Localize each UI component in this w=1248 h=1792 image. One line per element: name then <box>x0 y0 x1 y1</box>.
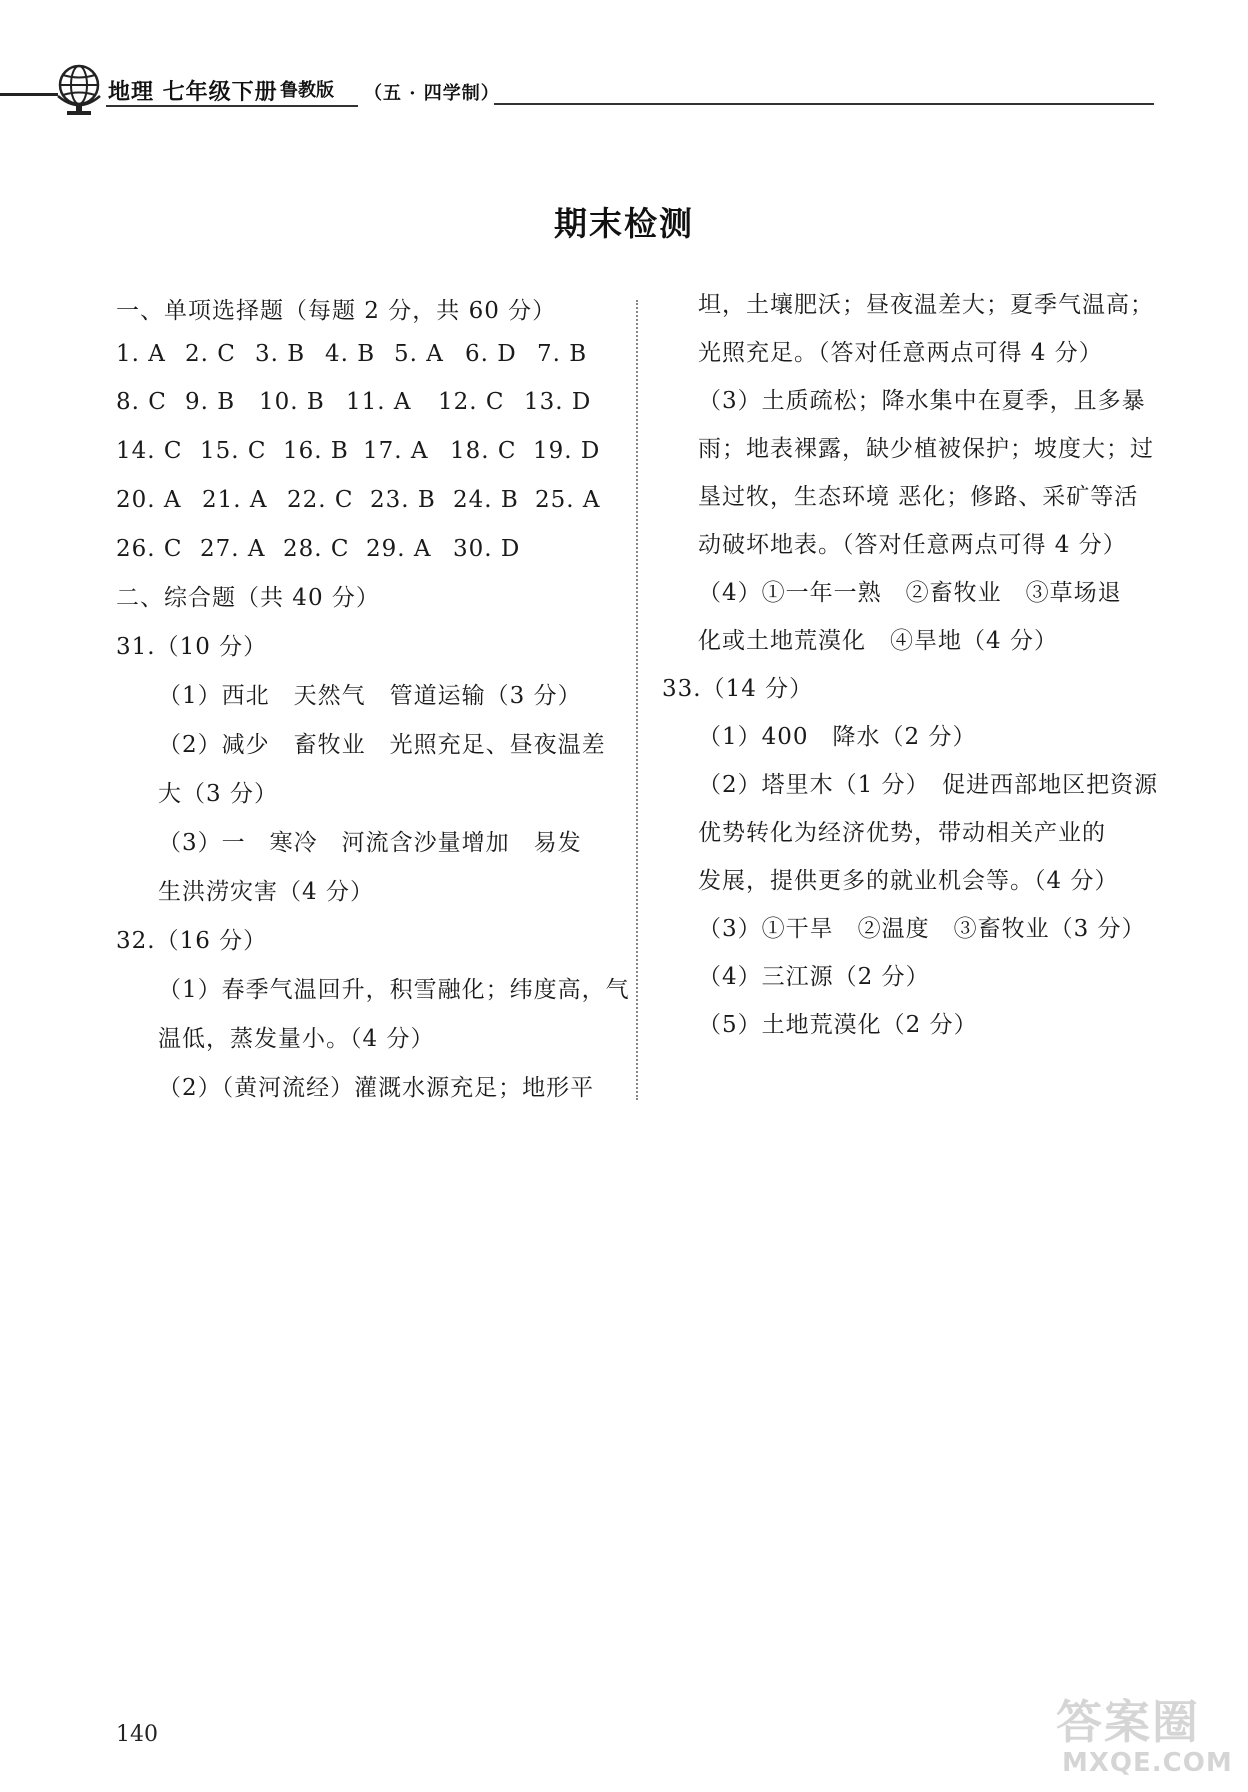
header-subject: 地理 七年级下册 <box>108 80 278 105</box>
page-header <box>0 58 1248 122</box>
section2-heading: 二、综合题（共 40 分） <box>116 585 380 611</box>
q32-part4-line2: 化或土地荒漠化 ④旱地（4 分） <box>698 628 1058 654</box>
answer-10: 10. B <box>259 389 325 415</box>
answer-16: 16. B <box>283 438 349 464</box>
answer-1: 1. A <box>116 341 166 367</box>
q33-part3: （3）①干旱 ②温度 ③畜牧业（3 分） <box>698 916 1146 942</box>
answer-3: 3. B <box>255 341 306 367</box>
q33-part5: （5）土地荒漠化（2 分） <box>698 1012 978 1038</box>
q32-part3-line3: 垦过牧，生态环境 恶化；修路、采矿等活 <box>698 484 1139 510</box>
answer-28: 28. C <box>283 536 350 562</box>
q32-part1-line2: 温低，蒸发量小。（4 分） <box>158 1026 435 1052</box>
q32-label: 32.（16 分） <box>116 928 268 954</box>
answer-13: 13. D <box>524 389 592 415</box>
header-left-rule <box>0 93 58 96</box>
q32-part2-line2: 坦，土壤肥沃；昼夜温差大；夏季气温高； <box>698 292 1154 318</box>
answer-25: 25. A <box>535 487 601 513</box>
answer-15: 15. C <box>200 438 267 464</box>
answer-30: 30. D <box>453 536 521 562</box>
q33-part2-line2: 优势转化为经济优势，带动相关产业的 <box>698 820 1106 846</box>
answer-7: 7. B <box>537 341 588 367</box>
answer-27: 27. A <box>200 536 266 562</box>
q32-part2-line3: 光照充足。（答对任意两点可得 4 分） <box>698 340 1103 366</box>
answer-29: 29. A <box>366 536 432 562</box>
q33-part2-line1: （2）塔里木（1 分） 促进西部地区把资源 <box>698 772 1159 798</box>
q33-part4: （4）三江源（2 分） <box>698 964 930 990</box>
q31-part2-line1: （2）减少 畜牧业 光照充足、昼夜温差 <box>158 732 606 758</box>
q31-part1: （1）西北 天然气 管道运输（3 分） <box>158 683 582 709</box>
header-system: （五 · 四学制） <box>364 83 500 104</box>
answer-4: 4. B <box>325 341 376 367</box>
watermark-bottom-text: MXQE.COM <box>1062 1748 1233 1778</box>
section1-heading: 一、单项选择题（每题 2 分，共 60 分） <box>116 298 557 324</box>
q32-part3-line2: 雨；地表裸露，缺少植被保护；坡度大；过 <box>698 436 1154 462</box>
header-right-rule <box>494 103 1154 105</box>
answer-11: 11. A <box>346 389 412 415</box>
q33-label: 33.（14 分） <box>662 676 814 702</box>
answer-5: 5. A <box>394 341 444 367</box>
q31-label: 31.（10 分） <box>116 634 268 660</box>
answer-8: 8. C <box>116 389 167 415</box>
answer-19: 19. D <box>533 438 601 464</box>
q32-part3-line1: （3）土质疏松；降水集中在夏季，且多暴 <box>698 388 1146 414</box>
page-number: 140 <box>116 1722 158 1747</box>
answer-21: 21. A <box>202 487 268 513</box>
answer-23: 23. B <box>370 487 436 513</box>
q32-part4-line1: （4）①一年一熟 ②畜牧业 ③草场退 <box>698 580 1122 606</box>
answer-12: 12. C <box>438 389 505 415</box>
q33-part2-line3: 发展，提供更多的就业机会等。（4 分） <box>698 868 1119 894</box>
q31-part3-line1: （3）一 寒冷 河流含沙量增加 易发 <box>158 830 582 856</box>
column-divider <box>636 300 638 1100</box>
globe-icon <box>52 60 106 118</box>
watermark-logo <box>1056 1686 1236 1786</box>
page-title: 期末检测 <box>554 204 694 243</box>
q31-part3-line2: 生洪涝灾害（4 分） <box>158 879 374 905</box>
q32-part1-line1: （1）春季气温回升，积雪融化；纬度高，气 <box>158 977 630 1003</box>
answer-18: 18. C <box>450 438 517 464</box>
answer-20: 20. A <box>116 487 182 513</box>
answer-9: 9. B <box>185 389 236 415</box>
q31-part2-line2: 大（3 分） <box>158 781 278 807</box>
answer-17: 17. A <box>363 438 429 464</box>
q32-part2-line1: （2）（黄河流经）灌溉水源充足；地形平 <box>158 1075 595 1101</box>
answer-22: 22. C <box>287 487 354 513</box>
answer-24: 24. B <box>453 487 519 513</box>
answer-14: 14. C <box>116 438 183 464</box>
watermark-top-text: 答案圈 <box>1056 1695 1200 1749</box>
answer-6: 6. D <box>465 341 517 367</box>
answer-26: 26. C <box>116 536 183 562</box>
q33-part1: （1）400 降水（2 分） <box>698 724 977 750</box>
answer-2: 2. C <box>185 341 236 367</box>
header-edition: 鲁教版 <box>280 80 334 101</box>
header-under-rule <box>106 105 358 107</box>
q32-part3-line4: 动破坏地表。（答对任意两点可得 4 分） <box>698 532 1127 558</box>
